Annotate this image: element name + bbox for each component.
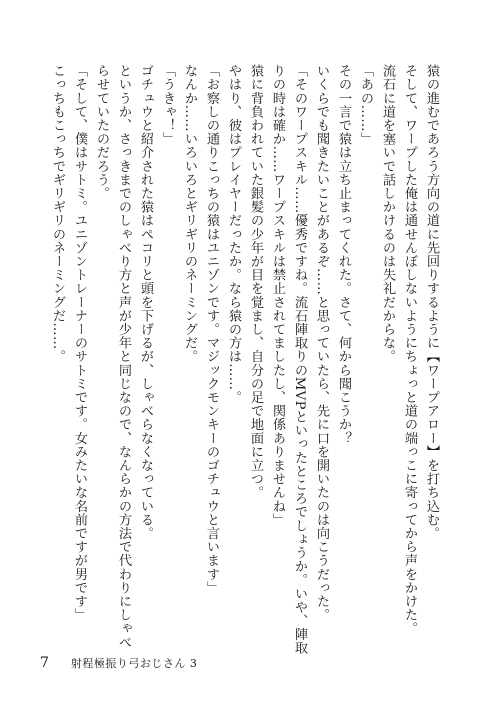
text-line: ゴチュウと紹介された猿はペコリと頭を下げるが、しゃべらなくなっている。 <box>138 64 153 540</box>
text-line: らせていたのだろう。 <box>94 64 109 200</box>
page-number: 7 <box>40 655 49 671</box>
text-line: いくらでも聞きたいことがあるぞ……と思っていたら、先に口を開いたのは向こうだった。 <box>314 64 329 622</box>
text-line: 「うきゃ！」 <box>160 64 175 146</box>
text-line: 猿に背負われていた銀髪の少年が目を覚まし、自分の足で地面に立つ。 <box>248 64 263 500</box>
text-line: そして、ワープした俺は通せんぼしないようにちょっと道の端っこに寄ってから声をかけた。 <box>402 64 417 636</box>
text-line: 流石に道を塞いで話しかけるのは失礼だからな。 <box>380 64 395 364</box>
text-line: 「そのワープスキル……優秀ですね。流石陣取りのMVPといったところでしょうか。いや、陣取 <box>292 64 307 655</box>
text-line: 「あの……」 <box>358 64 373 146</box>
text-line: 「そして、僕はサトミ。ユニゾントレーナーのサトミです。女みたいな名前ですが男です」 <box>72 64 87 622</box>
text-line: 猿の進むであろう方向の道に先回りするように【ワープアロー】を打ち込む。 <box>424 64 439 540</box>
text-line: なんか……いろいろとギリギリのネーミングだ。 <box>182 64 197 364</box>
text-line: というか、さっきまでのしゃべり方と声が少年と同じなので、なんらかの方法で代わりにしゃべ <box>116 64 131 649</box>
text-line: こっちもこっちでギリギリのネーミングだ……。 <box>50 64 65 364</box>
text-line: りの時は確か……ワープスキルは禁止されてましたし、関係ありませんね」 <box>270 64 285 527</box>
body-text <box>46 64 442 655</box>
page-footer <box>40 655 197 671</box>
text-line: やはり、彼はプレイヤーだったか。なら猿の方は……。 <box>226 64 241 404</box>
text-line: 「お察しの通りこっちの猿はユニゾンです。マジックモンキーのゴチュウと言います」 <box>204 64 219 595</box>
text-line: その一言で猿は立ち止まってくれた。さて、何から聞こうか？ <box>336 64 351 445</box>
book-title: 射程極振り弓おじさん 3 <box>70 657 198 670</box>
